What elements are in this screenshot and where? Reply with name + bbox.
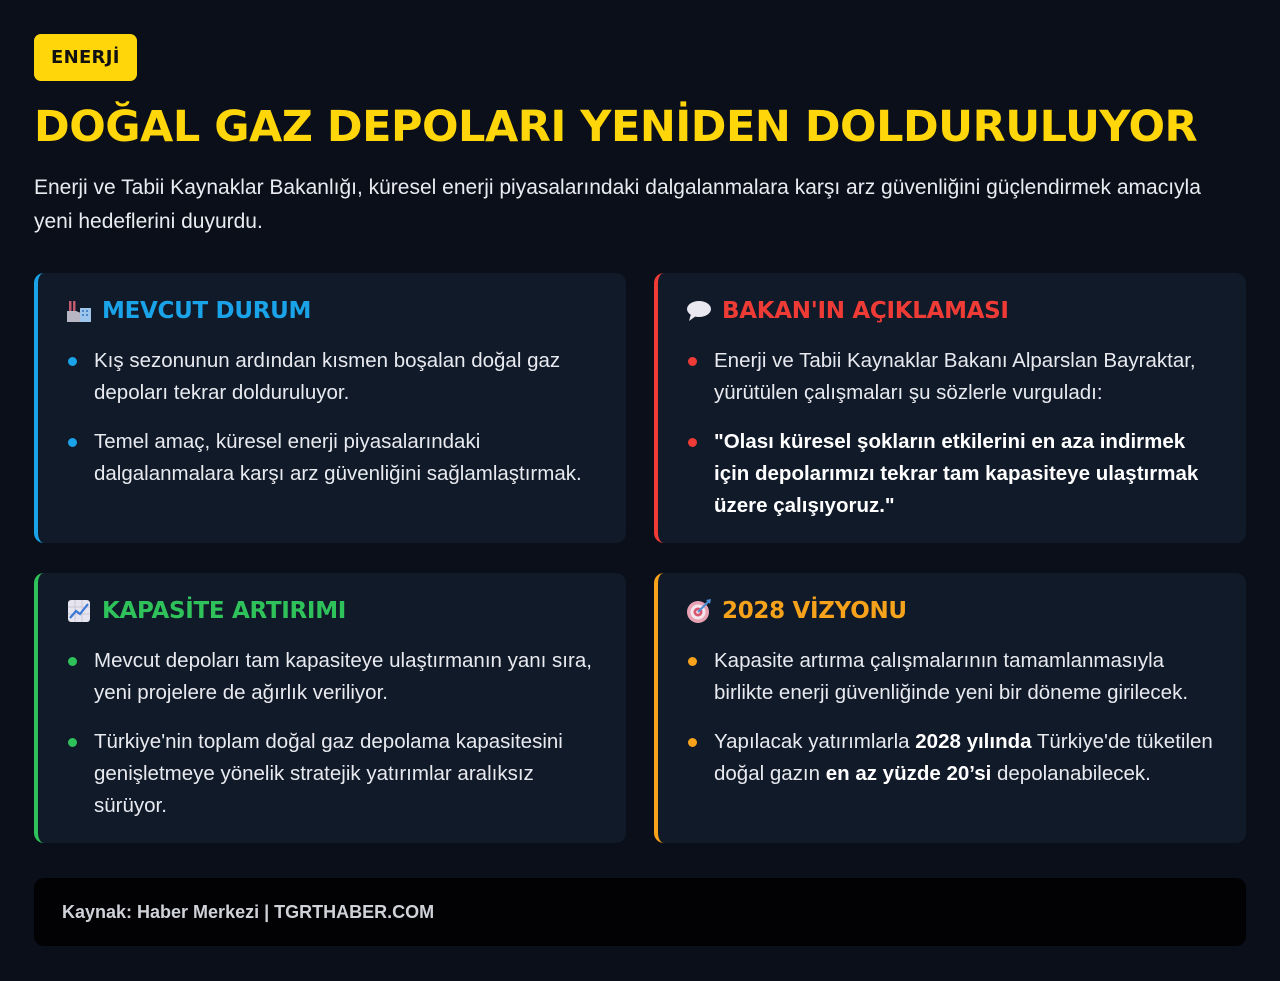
bullet-dot-icon <box>68 357 77 366</box>
card-title: MEVCUT DURUM <box>102 298 312 324</box>
card-kapasite-artirimi <box>34 573 626 843</box>
chart-increasing-icon <box>66 598 92 624</box>
source-footer: Kaynak: Haber Merkezi | TGRTHABER.COM <box>34 878 1246 946</box>
bullet-dot-icon <box>688 738 697 747</box>
list-item: Temel amaç, küresel enerji piyasalarındaki dalgalanmalara karşı arz güvenliğini sağlamlaştırmak. <box>66 426 600 490</box>
bullet-dot-icon <box>688 438 697 447</box>
card-2028-vizyonu <box>654 573 1246 843</box>
list-item: Enerji ve Tabii Kaynaklar Bakanı Alparslan Bayraktar, yürütülen çalışmaları şu sözlerle vurguladı: <box>686 345 1220 409</box>
page-title: DOĞAL GAZ DEPOLARI YENİDEN DOLDURULUYOR <box>34 102 1198 152</box>
bullet-list <box>66 345 600 490</box>
factory-icon <box>66 298 92 324</box>
card-title: KAPASİTE ARTIRIMI <box>102 598 347 624</box>
lead-paragraph: Enerji ve Tabii Kaynaklar Bakanlığı, küresel enerji piyasalarındaki dalgalanmalara karşı arz güvenliğini güçlendirmek amacıyla yeni hedeflerini duyurdu. <box>34 176 1201 233</box>
target-icon <box>686 598 712 624</box>
list-item: Mevcut depoları tam kapasiteye ulaştırmanın yanı sıra, yeni projelere de ağırlık veriliyor. <box>66 645 600 709</box>
list-item: Kapasite artırma çalışmalarının tamamlanmasıyla birlikte enerji güvenliğinde yeni bir döneme girilecek. <box>686 645 1220 709</box>
bullet-dot-icon <box>688 357 697 366</box>
bullet-list <box>686 345 1220 522</box>
speech-bubble-icon <box>686 298 712 324</box>
category-badge: ENERJİ <box>34 34 137 81</box>
bullet-dot-icon <box>688 657 697 666</box>
list-item <box>686 426 1220 522</box>
card-title: 2028 VİZYONU <box>722 598 907 624</box>
bullet-dot-icon <box>68 657 77 666</box>
bullet-list <box>686 645 1220 790</box>
card-mevcut-durum <box>34 273 626 543</box>
minister-quote: "Olası küresel şokların etkilerini en aza indirmek için depolarımızı tekrar tam kapasiteye ulaştırmak üzere çalışıyoruz." <box>714 430 1199 517</box>
highlight-percentage: en az yüzde 20’si <box>825 762 992 785</box>
highlight-year: 2028 yılında <box>915 730 1032 753</box>
bullet-dot-icon <box>68 738 77 747</box>
list-item: Yapılacak yatırımlarla 2028 yılında Türkiye'de tüketilen doğal gazın en az yüzde 20’si depolanabilecek. <box>686 726 1220 790</box>
list-item: Kış sezonunun ardından kısmen boşalan doğal gaz depoları tekrar dolduruluyor. <box>66 345 600 409</box>
bullet-list <box>66 645 600 822</box>
bullet-dot-icon <box>68 438 77 447</box>
card-bakanin-aciklamasi <box>654 273 1246 543</box>
list-item: Türkiye'nin toplam doğal gaz depolama kapasitesini genişletmeye yönelik stratejik yatırımlar aralıksız sürüyor. <box>66 726 600 822</box>
card-title: BAKAN'IN AÇIKLAMASI <box>722 298 1009 324</box>
